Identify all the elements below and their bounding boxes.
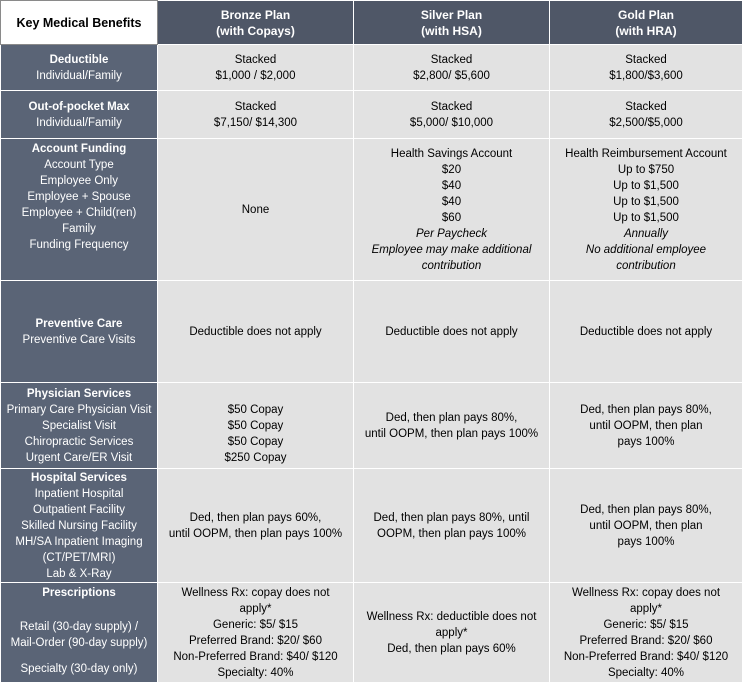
hospital-bronze-1: until OOPM, then plan pays 100% [168, 527, 343, 540]
account-silver-italic-0: Per Paycheck [416, 227, 487, 240]
header-gold-line2: (with HRA) [615, 23, 677, 38]
physician-title: Physician Services [26, 387, 132, 400]
header-gold [550, 1, 742, 45]
deductible-bronze-0: Stacked [234, 53, 277, 66]
physician-gold-1: until OOPM, then plan [589, 419, 703, 432]
hospital-label [1, 469, 158, 583]
header-silver-line1: Silver Plan [420, 7, 483, 22]
physician-label [1, 383, 158, 469]
header-silver [354, 1, 550, 45]
account-gold [550, 139, 742, 281]
hospital-gold-1: until OOPM, then plan [589, 519, 703, 532]
rx-gold-2: Generic: $5/ $15 [603, 618, 689, 631]
header-key-benefits: Key Medical Benefits [1, 1, 158, 45]
oop-silver-0: Stacked [430, 100, 473, 113]
rx-spacer-1 [3, 601, 155, 619]
oop-gold-1: $2,500/$5,000 [609, 116, 683, 129]
hospital-gold-2: pays 100% [617, 535, 675, 548]
physician-gold-2: pays 100% [617, 435, 675, 448]
rx-row-0: Retail (30-day supply) / [19, 621, 139, 633]
deductible-row [1, 45, 742, 91]
oop-title: Out-of-pocket Max [28, 100, 130, 113]
physician-gold-0: Ded, then plan pays 80%, [580, 403, 712, 416]
deductible-gold-0: Stacked [625, 53, 667, 66]
account-label [1, 139, 158, 281]
rx-gold [550, 583, 742, 683]
oop-label [1, 91, 158, 139]
hospital-row [1, 469, 742, 583]
account-silver-3: $40 [441, 195, 462, 208]
header-bronze [158, 1, 354, 45]
preventive-sub: Preventive Care Visits [22, 333, 136, 346]
physician-row [1, 383, 742, 469]
hospital-silver-0: Ded, then plan pays 80%, until [373, 511, 530, 524]
rx-gold-3: Preferred Brand: $20/ $60 [579, 634, 713, 647]
rx-gold-5: Specialty: 40% [607, 666, 685, 679]
oop-silver-1: $5,000/ $10,000 [409, 116, 494, 129]
deductible-label [1, 45, 158, 91]
header-gold-line1: Gold Plan [617, 7, 674, 22]
preventive-gold: Deductible does not apply [550, 281, 742, 383]
account-bronze [158, 139, 354, 281]
header-row [1, 1, 742, 45]
rx-gold-0: Wellness Rx: copay does not [571, 586, 721, 599]
hospital-bronze [158, 469, 354, 583]
hospital-row-0: Inpatient Hospital [34, 487, 124, 500]
rx-bronze-5: Specialty: 40% [217, 666, 294, 679]
rx-bronze-2: Generic: $5/ $15 [212, 618, 299, 631]
rx-silver [354, 583, 550, 683]
deductible-silver-1: $2,800/ $5,600 [413, 69, 490, 82]
deductible-bronze [158, 45, 354, 91]
rx-bronze-1: apply* [239, 602, 272, 615]
oop-gold [550, 91, 742, 139]
rx-silver-2: Ded, then plan pays 60% [387, 642, 516, 655]
rx-row [1, 583, 742, 683]
account-row-5: Funding Frequency [29, 239, 129, 251]
physician-bronze [158, 383, 354, 469]
hospital-row-3: MH/SA Inpatient Imaging [15, 535, 143, 548]
oop-sub: Individual/Family [36, 116, 122, 129]
account-gold-italic-0: Annually [623, 227, 669, 240]
rx-row-1: Mail-Order (90-day supply) [10, 637, 148, 649]
account-silver [354, 139, 550, 281]
account-gold-1: Up to $750 [617, 163, 675, 176]
account-silver-4: $60 [441, 211, 462, 224]
hospital-title: Hospital Services [31, 471, 127, 484]
account-row-2: Employee + Spouse [27, 191, 131, 203]
physician-gold [550, 383, 742, 469]
rx-bronze-4: Non-Preferred Brand: $40/ $120 [173, 650, 338, 663]
physician-silver [354, 383, 550, 469]
deductible-sub: Individual/Family [36, 69, 122, 82]
oop-bronze-1: $7,150/ $14,300 [213, 116, 298, 129]
oop-row [1, 91, 742, 139]
deductible-silver-0: Stacked [430, 53, 473, 66]
rx-bronze [158, 583, 354, 683]
physician-bronze-0: $50 Copay [227, 404, 284, 416]
physician-silver-1: until OOPM, then plan pays 100% [364, 427, 539, 440]
account-gold-2: Up to $1,500 [613, 179, 679, 192]
header-bronze-line1: Bronze Plan [220, 7, 291, 22]
preventive-bronze: Deductible does not apply [158, 281, 354, 383]
rx-gold-1: apply* [630, 602, 662, 615]
rx-bronze-3: Preferred Brand: $20/ $60 [189, 634, 322, 647]
preventive-silver: Deductible does not apply [354, 281, 550, 383]
physician-row-0: Primary Care Physician Visit [6, 403, 152, 416]
physician-bronze-2: $50 Copay [227, 436, 284, 448]
deductible-title: Deductible [49, 53, 109, 66]
preventive-label [1, 281, 158, 383]
account-silver-2: $40 [441, 179, 462, 192]
account-title: Account Funding [31, 143, 127, 155]
account-bronze-value: None [241, 203, 270, 216]
rx-row-2: Specialty (30-day only) [20, 663, 138, 675]
preventive-row [1, 281, 742, 383]
rx-title: Prescriptions [42, 587, 116, 599]
hospital-row-2: Skilled Nursing Facility [21, 519, 137, 532]
deductible-silver [354, 45, 550, 91]
hospital-row-4: (CT/PET/MRI) [42, 551, 116, 564]
hospital-silver-1: OOPM, then plan pays 100% [377, 527, 526, 540]
oop-bronze-0: Stacked [234, 100, 277, 113]
rx-silver-0: Wellness Rx: deductible does not [366, 610, 537, 623]
header-bronze-line2: (with Copays) [216, 23, 295, 38]
account-row-4: Family [62, 223, 96, 235]
deductible-gold-1: $1,800/$3,600 [609, 69, 683, 82]
hospital-gold-0: Ded, then plan pays 80%, [580, 503, 712, 516]
rx-silver-1: apply* [435, 626, 468, 639]
account-gold-italic-1: No additional employee contribution [585, 243, 707, 272]
rx-gold-4: Non-Preferred Brand: $40/ $120 [563, 650, 729, 663]
account-row [1, 139, 742, 281]
account-gold-0: Health Reimbursement Account [565, 147, 727, 160]
hospital-silver [354, 469, 550, 583]
header-silver-line2: (with HSA) [421, 23, 482, 38]
account-row-0: Account Type [44, 159, 114, 171]
deductible-gold [550, 45, 742, 91]
account-gold-3: Up to $1,500 [613, 195, 679, 208]
rx-label [1, 583, 158, 683]
hospital-gold [550, 469, 742, 583]
account-silver-1: $20 [441, 163, 462, 176]
account-row-3: Employee + Child(ren) [21, 207, 137, 219]
physician-row-2: Chiropractic Services [24, 435, 134, 448]
account-silver-italic-1: Employee may make additional contribution [371, 243, 532, 272]
account-gold-4: Up to $1,500 [613, 211, 679, 224]
physician-bronze-3: $250 Copay [224, 452, 287, 464]
physician-row-1: Specialist Visit [42, 419, 116, 432]
deductible-bronze-1: $1,000 / $2,000 [215, 69, 296, 82]
hospital-bronze-0: Ded, then plan pays 60%, [189, 511, 322, 524]
oop-bronze [158, 91, 354, 139]
physician-row-3: Urgent Care/ER Visit [25, 451, 133, 464]
account-silver-0: Health Savings Account [390, 147, 513, 160]
oop-gold-0: Stacked [625, 100, 667, 113]
hospital-row-5: Lab & X-Ray [46, 567, 112, 580]
oop-silver [354, 91, 550, 139]
preventive-title: Preventive Care [35, 317, 123, 330]
physician-bronze-1: $50 Copay [227, 420, 284, 432]
rx-spacer-2 [3, 651, 155, 661]
account-row-1: Employee Only [40, 175, 118, 187]
rx-bronze-0: Wellness Rx: copay does not [181, 586, 330, 599]
physician-silver-0: Ded, then plan pays 80%, [385, 411, 518, 424]
hospital-row-1: Outpatient Facility [32, 503, 126, 516]
